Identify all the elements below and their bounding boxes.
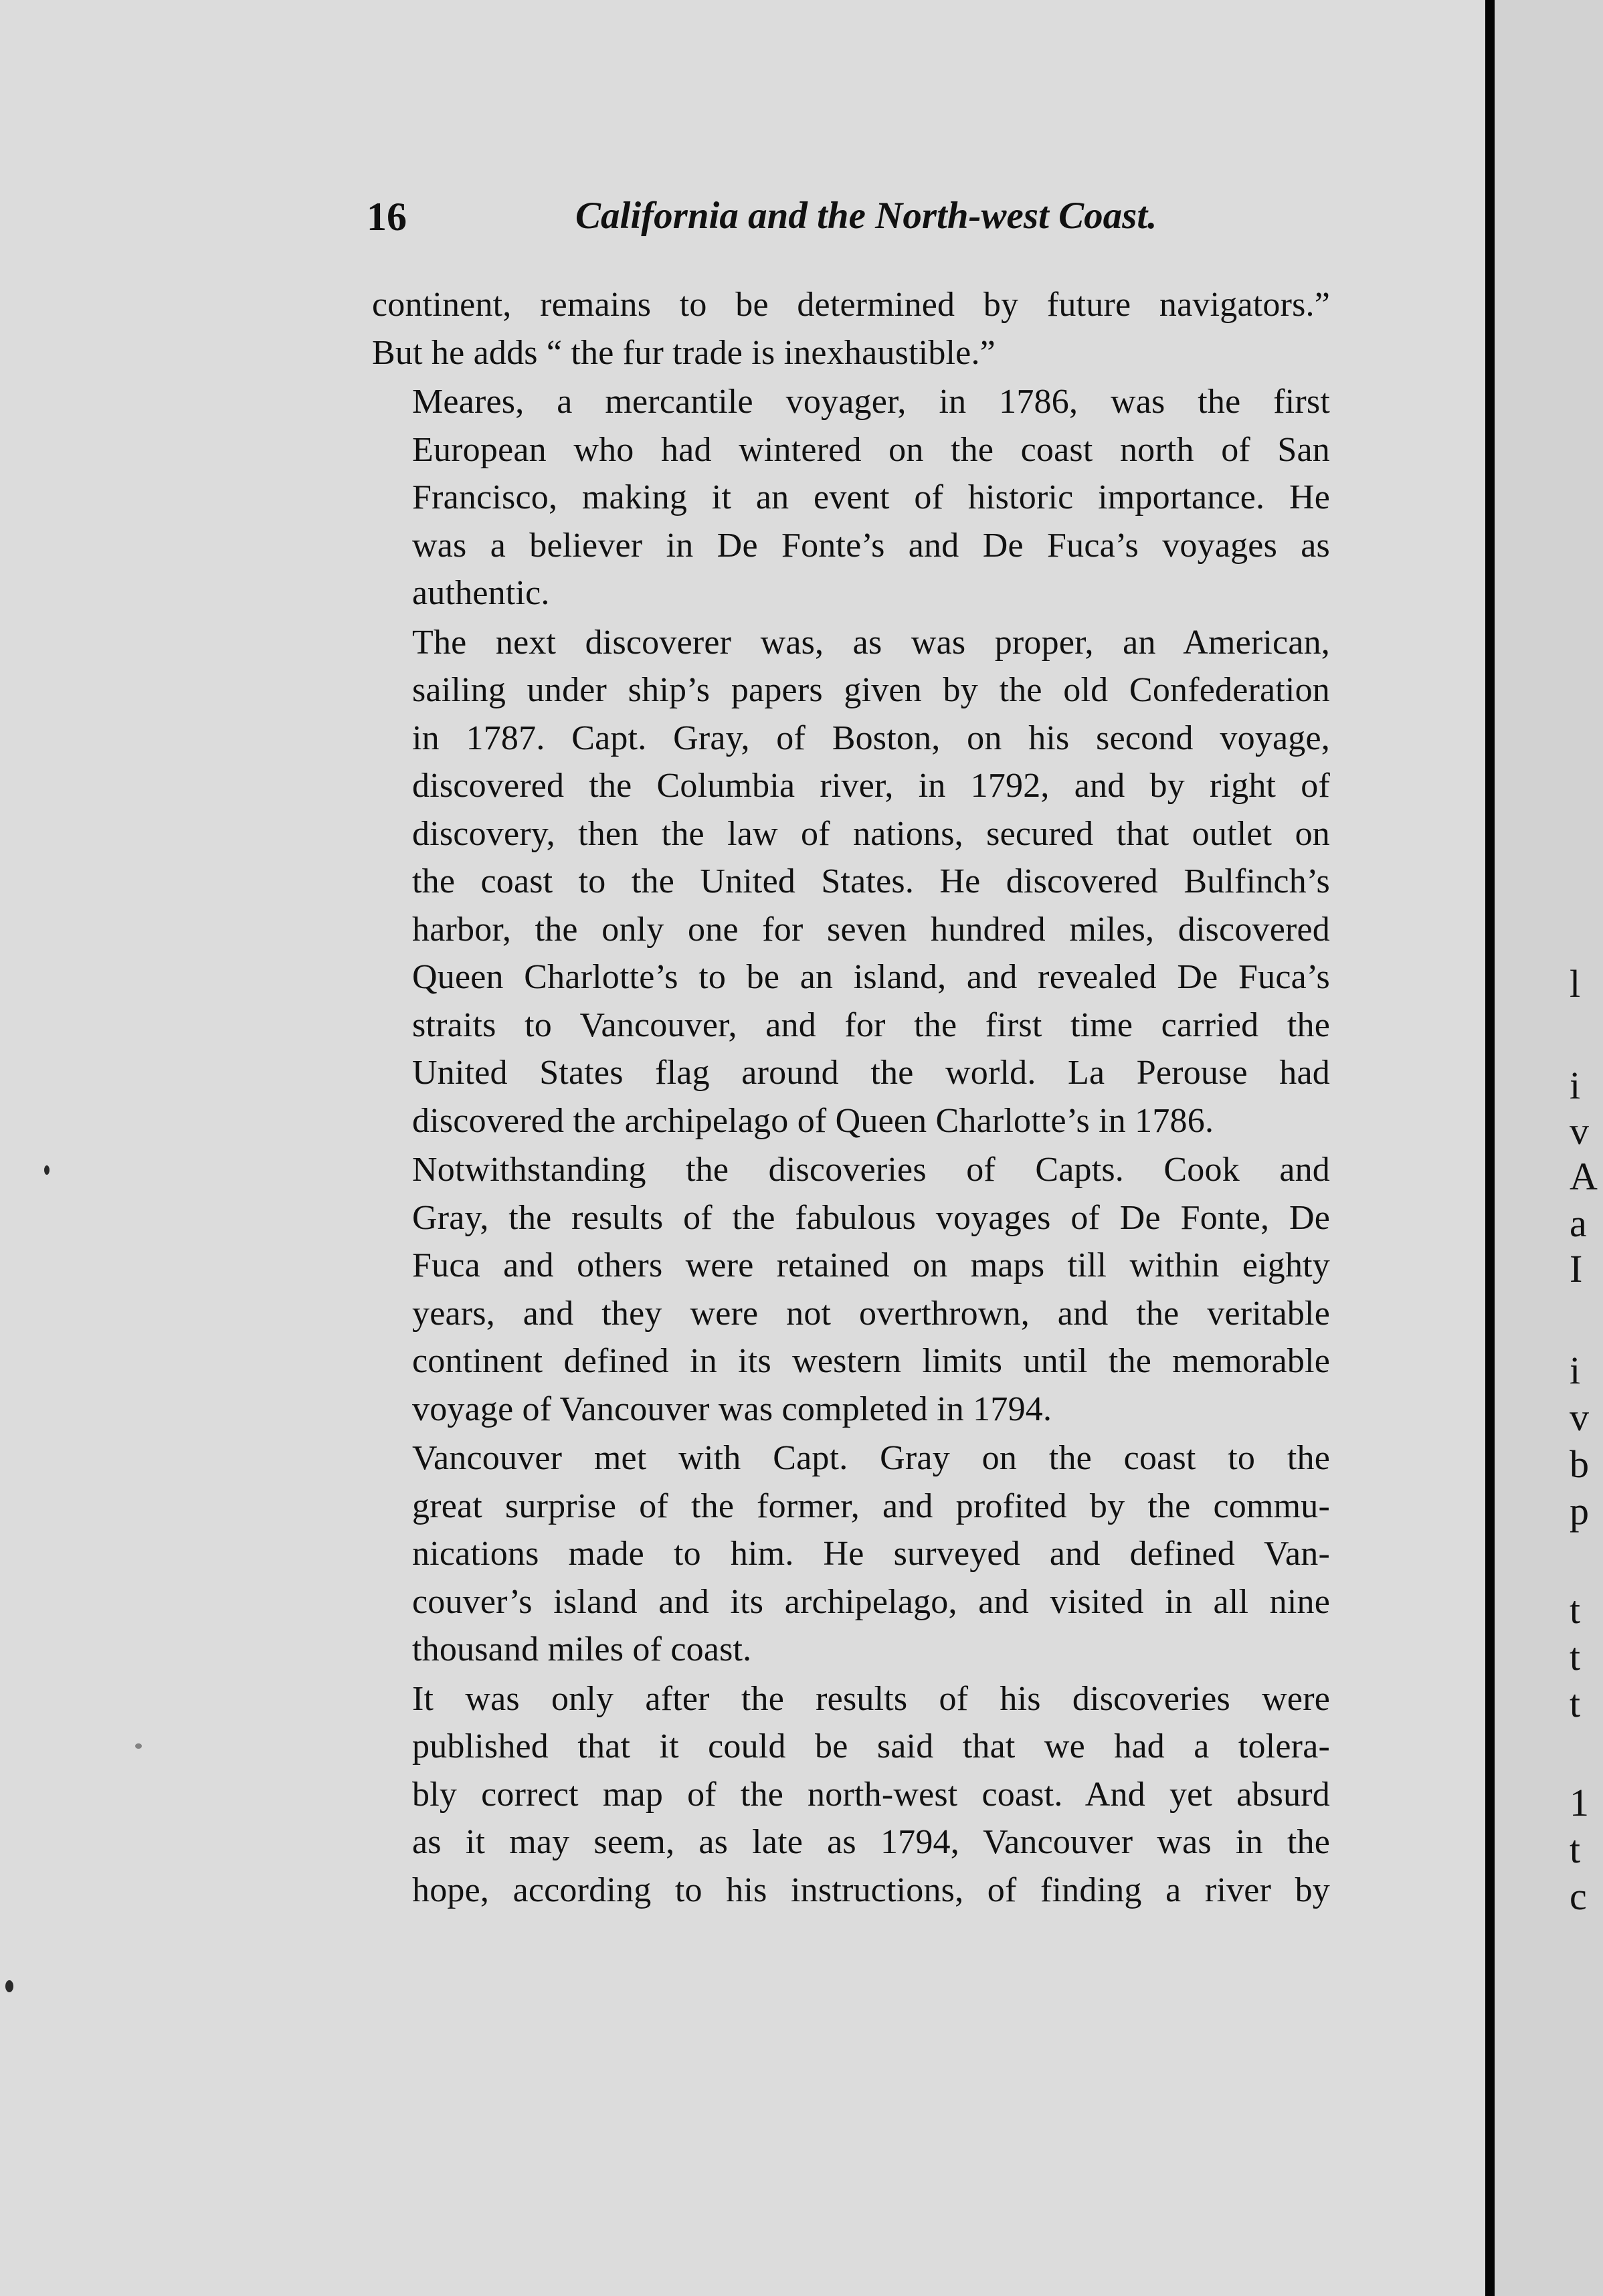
text-line: voyage of Vancouver was completed in 1794. — [412, 1390, 1052, 1428]
adjacent-page-letter: t — [1570, 1828, 1581, 1871]
text-line: discovered the archipelago of Queen Charlotte’s in 1786. — [412, 1101, 1214, 1140]
adjacent-page-letter: t — [1570, 1682, 1581, 1725]
text-line: sailing under ship’s papers given by the old Confederation — [412, 671, 1330, 709]
text-line: in 1787. Capt. Gray, of Boston, on his second voyage, — [412, 719, 1330, 757]
text-line: continent defined in its western limits until the memorable — [412, 1342, 1330, 1380]
scan-speck — [5, 1980, 13, 1992]
body-text — [372, 281, 1330, 1915]
paragraph — [372, 1434, 1330, 1674]
text-line: great surprise of the former, and profited by the commu- — [412, 1487, 1330, 1525]
text-line: straits to Vancouver, and for the first time carried the — [412, 1006, 1330, 1044]
text-line: Fuca and others were retained on maps till within eighty — [412, 1246, 1330, 1284]
text-line: But he adds “ the fur trade is inexhaustible.” — [372, 333, 996, 372]
paragraph — [372, 378, 1330, 617]
adjacent-page-letter: l — [1570, 962, 1581, 1006]
text-line: Queen Charlotte’s to be an island, and revealed De Fuca’s — [412, 958, 1330, 996]
running-head — [367, 194, 1345, 248]
text-line: hope, according to his instructions, of finding a river by — [412, 1871, 1330, 1909]
adjacent-page-letter: a — [1570, 1202, 1587, 1245]
adjacent-page-edge — [1495, 0, 1603, 2296]
text-line: Gray, the results of the fabulous voyages of De Fonte, De — [412, 1198, 1330, 1237]
paragraph — [372, 1675, 1330, 1915]
adjacent-page-letter: b — [1570, 1442, 1589, 1486]
text-line: Vancouver met with Capt. Gray on the coast to the — [412, 1439, 1330, 1477]
page-number: 16 — [367, 195, 407, 239]
adjacent-page-letter: c — [1570, 1875, 1587, 1918]
text-line: nications made to him. He surveyed and defined Van- — [412, 1535, 1330, 1573]
adjacent-page-letter: v — [1570, 1396, 1589, 1439]
running-head-title: California and the North-west Coast. — [575, 195, 1157, 237]
text-line: authentic. — [412, 574, 550, 612]
scan-speck — [135, 1743, 142, 1749]
scan-speck — [44, 1165, 50, 1175]
text-line: published that it could be said that we had a tolera- — [412, 1727, 1330, 1765]
text-line: Notwithstanding the discoveries of Capts. Cook and — [412, 1151, 1330, 1189]
text-line: United States flag around the world. La Perouse had — [412, 1054, 1330, 1092]
text-line: The next discoverer was, as was proper, an American, — [412, 623, 1330, 662]
page-gutter — [1485, 0, 1495, 2296]
paragraph — [372, 619, 1330, 1145]
text-line: as it may seem, as late as 1794, Vancouver was in the — [412, 1823, 1330, 1861]
text-line: bly correct map of the north-west coast. And yet absurd — [412, 1775, 1330, 1814]
text-line: was a believer in De Fonte’s and De Fuca’s voyages as — [412, 526, 1330, 565]
adjacent-page-letter: v — [1570, 1109, 1589, 1153]
text-line: the coast to the United States. He discovered Bulfinch’s — [412, 862, 1330, 900]
text-line: discovered the Columbia river, in 1792, and by right of — [412, 767, 1330, 805]
text-line: It was only after the results of his discoveries were — [412, 1679, 1330, 1718]
text-line: couver’s island and its archipelago, and visited in all nine — [412, 1582, 1330, 1621]
adjacent-page-letter: t — [1570, 1588, 1581, 1632]
adjacent-page-letter: i — [1570, 1349, 1581, 1392]
adjacent-page-letter: A — [1570, 1155, 1598, 1198]
adjacent-page-letter: I — [1570, 1247, 1583, 1290]
adjacent-page-letter: i — [1570, 1064, 1581, 1107]
text-line: continent, remains to be determined by future navigators.” — [372, 286, 1330, 324]
paragraph — [372, 281, 1330, 377]
text-line: years, and they were not overthrown, and the veritable — [412, 1294, 1330, 1333]
adjacent-page-letter: t — [1570, 1635, 1581, 1679]
text-line: harbor, the only one for seven hundred miles, discovered — [412, 910, 1330, 949]
adjacent-page-letter: 1 — [1570, 1781, 1589, 1824]
text-line: European who had wintered on the coast north of San — [412, 430, 1330, 469]
paragraph — [372, 1146, 1330, 1433]
text-line: thousand miles of coast. — [412, 1630, 752, 1668]
text-line: discovery, then the law of nations, secured that outlet on — [412, 814, 1330, 853]
adjacent-page-letter: p — [1570, 1489, 1589, 1533]
text-line: Meares, a mercantile voyager, in 1786, was the first — [412, 383, 1330, 421]
text-line: Francisco, making it an event of historic importance. He — [412, 478, 1330, 516]
